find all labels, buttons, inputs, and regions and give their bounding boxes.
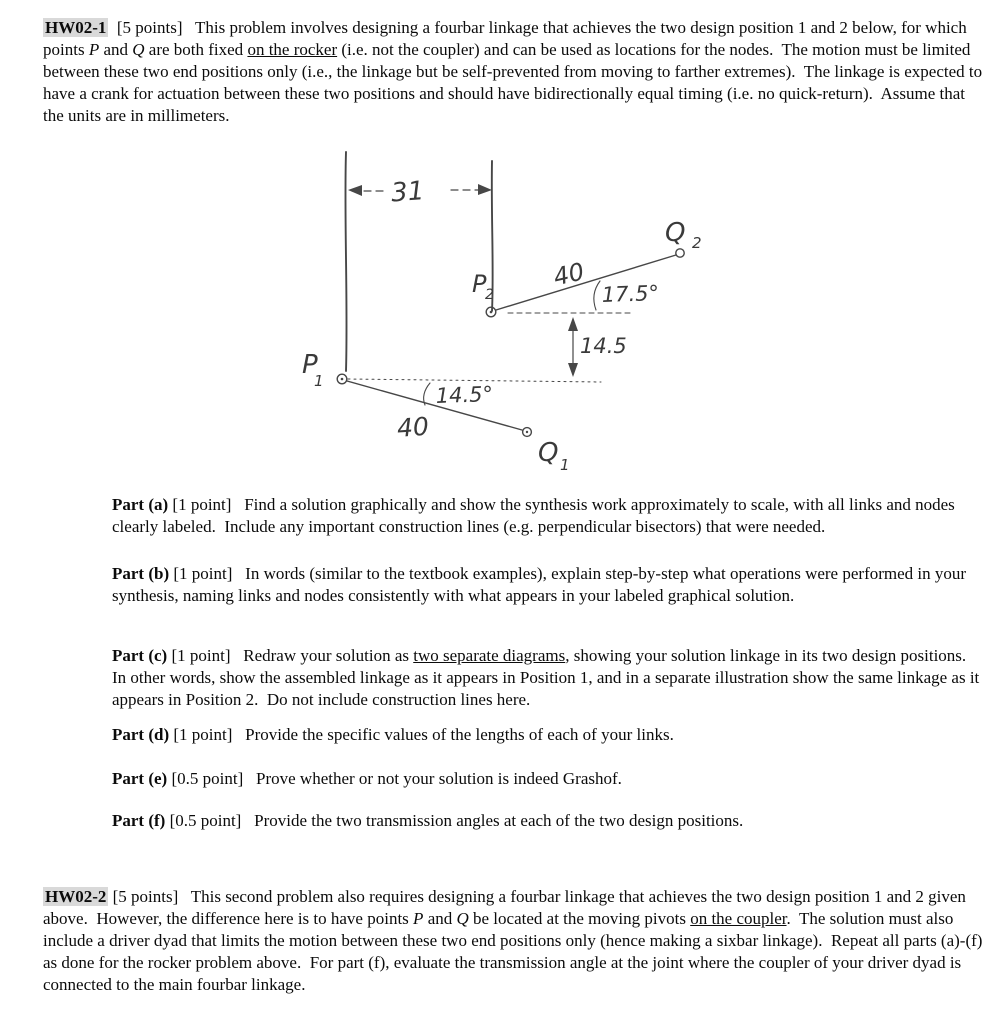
q1-subscript: 1 bbox=[560, 456, 570, 474]
problem1-tag: HW02-1 bbox=[45, 18, 107, 37]
problem1-text-intro: [5 points] This problem involves designing a fourbar linkage that achieves the two design position 1 and 2 below, for which points bbox=[43, 18, 971, 59]
length-40-upper-label: 40 bbox=[550, 257, 587, 292]
part-a-paragraph bbox=[112, 494, 988, 538]
part-f-text: Provide the two transmission angles at each of the two design positions. bbox=[254, 811, 744, 830]
problem2-text-pivots: be located at the moving pivots bbox=[468, 909, 691, 928]
dim-14-5-arrow-up-icon bbox=[568, 317, 578, 331]
problem2-text-and: and bbox=[423, 909, 457, 928]
part-c-text-after: , showing your solution linkage in its two design positions. In other words, show the assembled linkage as it appears in Position 1, and in a separate illustration show the same linkage as it appears in Position 2. Do not include construction lines here. bbox=[112, 646, 984, 709]
problem2-tag: HW02-2 bbox=[45, 887, 107, 906]
part-c-paragraph bbox=[112, 645, 988, 711]
problem1-underlined-phrase: on the rocker bbox=[247, 40, 338, 59]
q2-label: Q bbox=[665, 218, 686, 248]
dim-14-5-arrow-down-icon bbox=[568, 363, 578, 377]
part-c-points: [1 point] bbox=[167, 646, 244, 665]
angle-arc-upper bbox=[594, 281, 600, 310]
part-d-text: Provide the specific values of the lengths of each of your links. bbox=[245, 725, 674, 744]
link-p1-q1 bbox=[347, 381, 522, 430]
p1-node-dot-icon bbox=[341, 378, 344, 381]
p1-label: P bbox=[302, 350, 318, 380]
part-c-underlined: two separate diagrams bbox=[413, 646, 566, 665]
q2-subscript: 2 bbox=[692, 234, 702, 252]
q1-label: Q bbox=[538, 438, 559, 468]
part-b-text: In words (similar to the textbook examples), explain step-by-step what operations were performed in your synthesis, naming links and nodes consistently with what appears in your labeled graphical solution. bbox=[112, 564, 971, 605]
problem2-var-p: P bbox=[413, 909, 424, 928]
part-a-points: [1 point] bbox=[168, 495, 245, 514]
part-b-paragraph bbox=[112, 563, 988, 607]
part-f-label: Part (f) bbox=[112, 811, 166, 830]
dim-31-arrow-right-icon bbox=[478, 184, 492, 195]
part-b-points: [1 point] bbox=[169, 564, 246, 583]
dim-31-arrow-left-icon bbox=[348, 185, 362, 196]
part-c-text: Redraw your solution as bbox=[243, 646, 414, 665]
problem1-paragraph bbox=[43, 17, 989, 127]
part-e-label: Part (e) bbox=[112, 769, 168, 788]
hand-drawn-linkage-figure bbox=[280, 143, 720, 478]
problem2-paragraph bbox=[43, 886, 989, 996]
angle-14-5-label: 14.5° bbox=[435, 382, 494, 408]
p2-label: P bbox=[472, 270, 487, 298]
part-a-label: Part (a) bbox=[112, 495, 169, 514]
problem2-text-intro: [5 points] This second problem also requires designing a fourbar linkage that achieves the two design position 1 and 2 given above. However, the difference here is to have points bbox=[43, 887, 971, 928]
construction-line-left bbox=[345, 152, 346, 371]
length-40-lower-label: 40 bbox=[395, 411, 430, 443]
q1-node-dot-icon bbox=[526, 431, 528, 433]
p1-subscript: 1 bbox=[314, 372, 324, 390]
q2-node-icon bbox=[676, 249, 684, 257]
problem1-var-q: Q bbox=[132, 40, 145, 59]
part-e-points: [0.5 point] bbox=[167, 769, 256, 788]
p2-subscript: 2 bbox=[485, 287, 494, 303]
reference-line-p1 bbox=[348, 379, 601, 382]
dim-31-label: 31 bbox=[390, 176, 426, 209]
problem1-text-rest: (i.e. not the coupler) and can be used as locations for the nodes. The motion must be limited between these two end positions only (i.e., the linkage but be self-prevented from moving to farther extremes). The linkage is expected to have a crank for actuation between these two positions and should have bidirectionally equal timing (i.e. no quick-return). Assume that the units are in millimeters. bbox=[43, 40, 987, 125]
problem1-var-p: P bbox=[88, 40, 100, 59]
part-b-label: Part (b) bbox=[112, 564, 170, 583]
part-a-text: Find a solution graphically and show the synthesis work approximately to scale, with all links and nodes clearly labeled. Include any important construction lines (e.g. perpendicular bisectors) that were needed. bbox=[112, 495, 960, 536]
part-d-paragraph bbox=[112, 724, 988, 746]
angle-arc-lower bbox=[424, 383, 430, 405]
part-c-label: Part (c) bbox=[112, 646, 168, 665]
dim-14-5-label: 14.5 bbox=[580, 334, 627, 358]
part-e-paragraph bbox=[112, 768, 988, 790]
problem2-var-q: Q bbox=[456, 909, 469, 928]
problem1-text-fixed: are both fixed bbox=[144, 40, 248, 59]
part-f-paragraph bbox=[112, 810, 988, 832]
part-e-text: Prove whether or not your solution is indeed Grashof. bbox=[256, 769, 622, 788]
angle-17-5-label: 17.5° bbox=[601, 281, 660, 307]
problem1-text-and: and bbox=[99, 40, 133, 59]
part-d-label: Part (d) bbox=[112, 725, 170, 744]
problem2-text-rest: . The solution must also include a driver dyad that limits the motion between these two end positions only (hence making a sixbar linkage). Repeat all parts (a)-(f) as done for the rocker problem above. For part (f), evaluate the transmission angle at the joint where the coupler of your driver dyad is connected to the main fourbar linkage. bbox=[43, 909, 987, 994]
part-d-points: [1 point] bbox=[169, 725, 246, 744]
problem2-underlined-phrase: on the coupler bbox=[690, 909, 787, 928]
p2-node-dot-icon bbox=[490, 311, 493, 314]
part-f-points: [0.5 point] bbox=[165, 811, 255, 830]
